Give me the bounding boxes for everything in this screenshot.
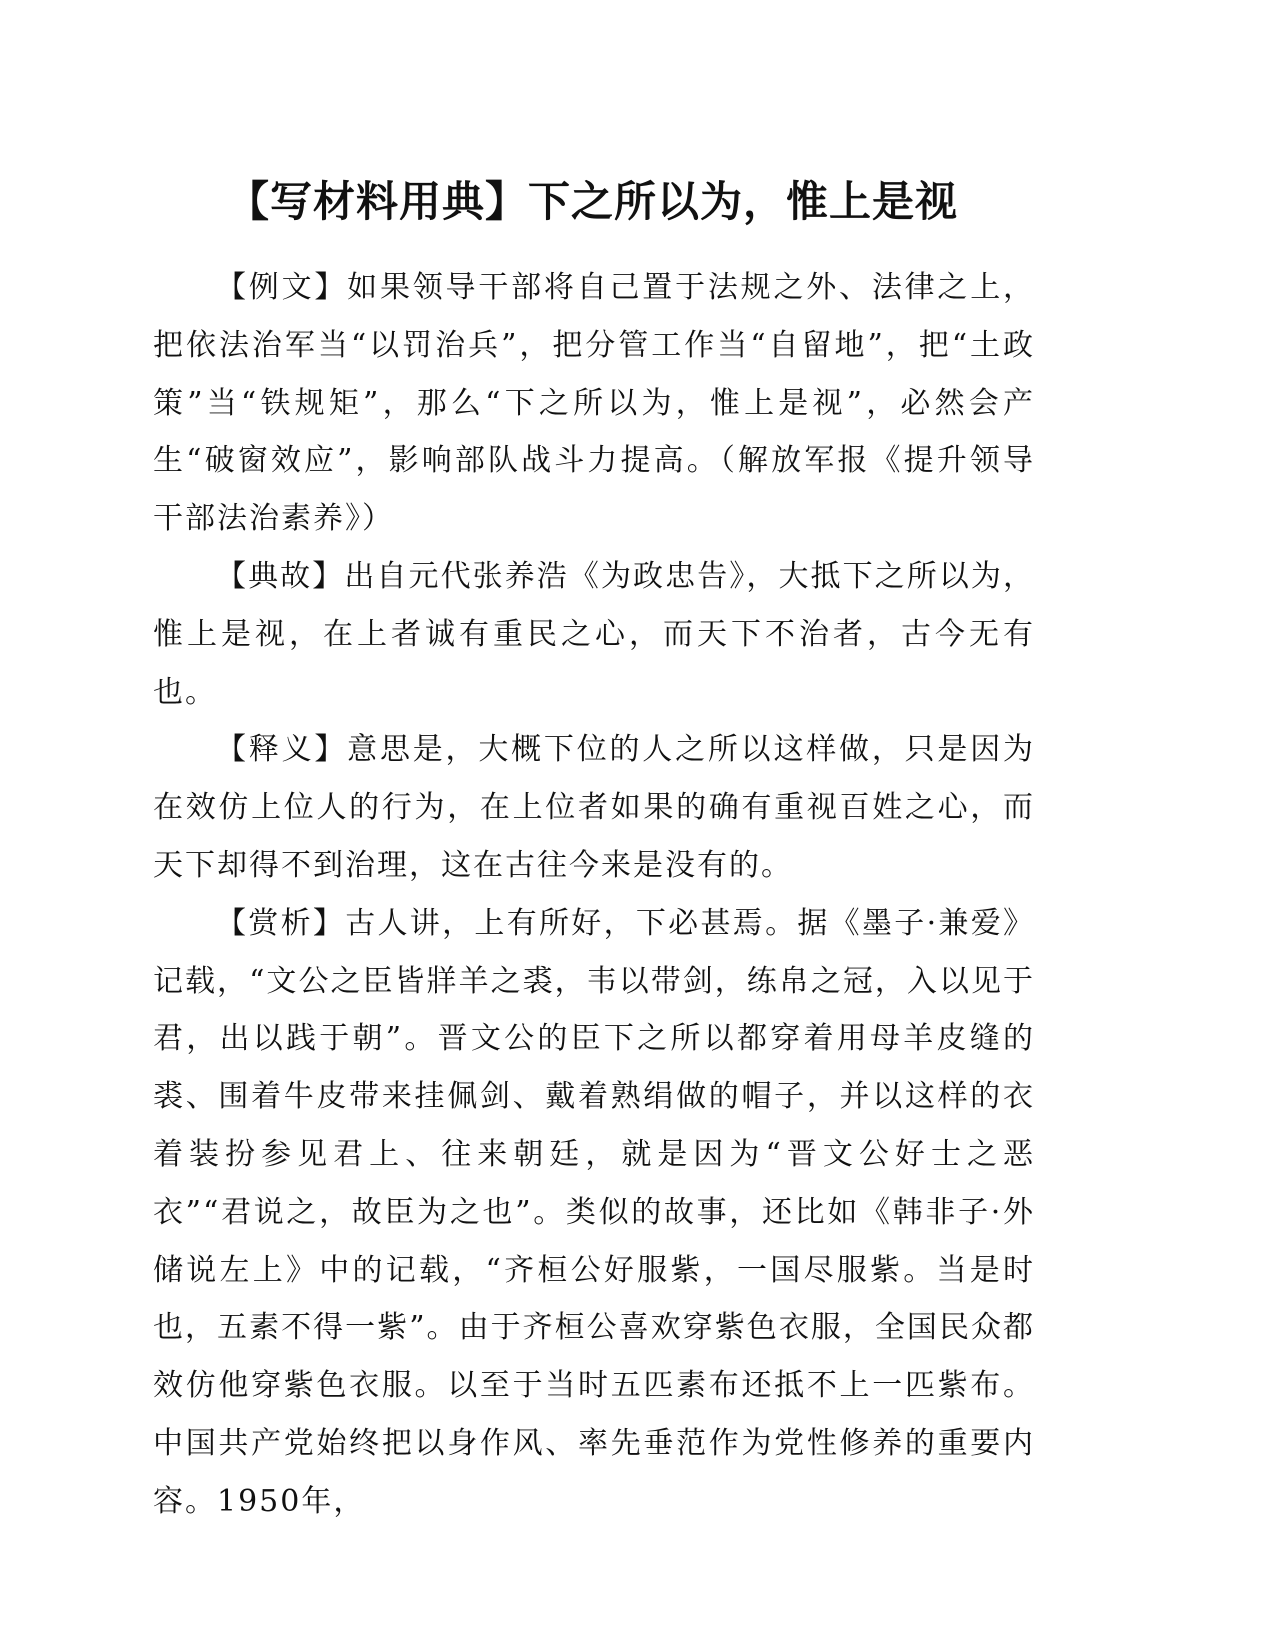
paragraph-text: 古人讲，上有所好，下必甚焉。据《墨子·兼爱》记载，“文公之臣皆牂羊之裘，韦以带剑，练帛之冠，入以见于君，出以践于朝”。晋文公的臣下之所以都穿着用母羊皮缝的裘、围着牛皮带来挂佩剑、戴着熟绢做的帽子，并以这样的衣着装扮参见君上、往来朝廷，就是因为“晋文公好士之恶衣”“君说之，故臣为之也”。类似的故事，还比如《韩非子·外储说左上》中的记载，“齐桓公好服紫，一国尽服紫。当是时也，五素不得一紫”。由于齐桓公喜欢穿紫色衣服，全国民众都效仿他穿紫色衣服。以至于当时五匹素布还抵不上一匹紫布。中国共产党始终把以身作风、率先垂范作为党性修养的重要内容。1950年， — [153, 905, 1035, 1519]
paragraph-tag: 【例文】 — [216, 270, 348, 305]
page-title: 【写材料用典】下之所以为，惟上是视 — [226, 177, 958, 226]
paragraph-example — [153, 259, 1035, 548]
paragraph-tag: 【典故】 — [216, 558, 345, 594]
paragraph-tag: 【赏析】 — [216, 905, 346, 941]
paragraph-allusion — [153, 548, 1035, 721]
paragraph-appreciation — [153, 895, 1035, 1531]
paragraph-text: 如果领导干部将自己置于法规之外、法律之上，把依法治军当“以罚治兵”，把分管工作当“自留地”，把“土政策”当“铁规矩”，那么“下之所以为，惟上是视”，必然会产生“破窗效应”，影响部队战斗力提高。（解放军报《提升领导干部法治素养》） — [153, 270, 1036, 537]
paragraph-meaning — [153, 721, 1035, 894]
paragraph-text: 出自元代张养浩《为政忠告》，大抵下之所以为，惟上是视，在上者诚有重民之心，而天下不治者，古今无有也。 — [153, 558, 1036, 710]
paragraph-text: 意思是，大概下位的人之所以这样做，只是因为在效仿上位人的行为，在上位者如果的确有重视百姓之心，而天下却得不到治理，这在古往今来是没有的。 — [153, 732, 1036, 883]
paragraph-tag: 【释义】 — [216, 732, 348, 768]
document-body — [153, 259, 1035, 1531]
